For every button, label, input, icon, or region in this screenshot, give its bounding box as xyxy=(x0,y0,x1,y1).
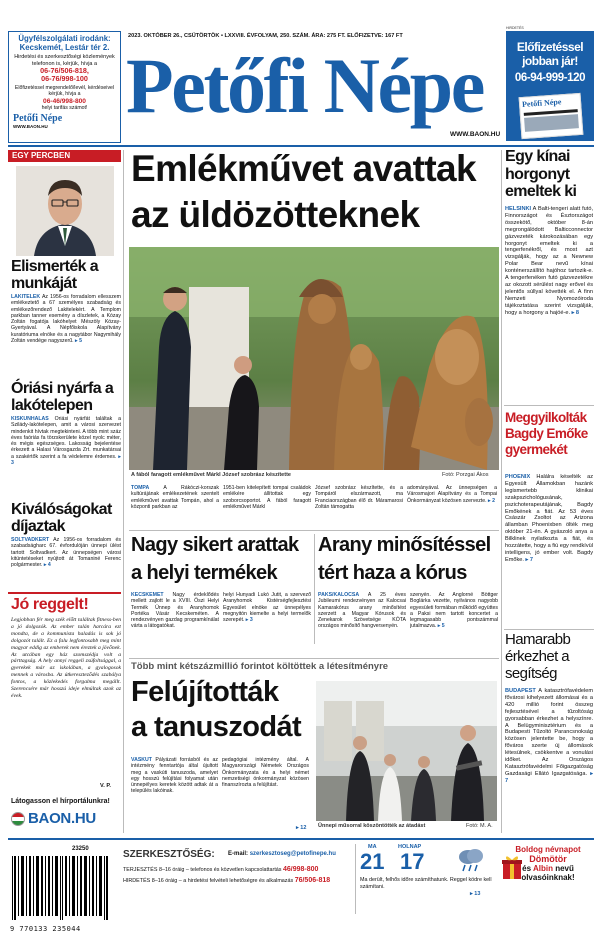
bagdy-headline[interactable]: Meggyilkolták Bagdy Emőke gyermekét xyxy=(505,410,588,457)
tanuszoda-col-1 xyxy=(131,757,218,834)
kinai-body xyxy=(505,206,593,402)
office-line: telefonon is, kérjük, hívja a xyxy=(31,60,98,67)
main-headline-1[interactable]: Emlékművet avattak xyxy=(131,148,476,189)
termekek-col-1 xyxy=(131,592,219,644)
jo-reggelt-body xyxy=(11,617,121,783)
rain-cloud-icon xyxy=(456,847,486,873)
termekek-headline-2[interactable]: a helyi termékek xyxy=(131,562,278,584)
office-heading: Ügyfélszolgálati irodánk: Kecskemét, Lestár tér 2. xyxy=(18,34,111,52)
dateline: 2023. OKTÓBER 26., CSÜTÖRTÖK • LXXVIII. ÉVFOLYAM, 250. SZÁM. ÁRA: 275 FT. ELŐFIZETVE: 167 FT xyxy=(128,33,403,39)
page-ref[interactable]: ▸ 5 xyxy=(437,623,445,630)
nyarfa-headline[interactable]: Óriási nyárfa a lakótelepen xyxy=(11,380,114,414)
weather-text: Ma derült, felhős időre számíthatunk. Reggel ködre kell számítani. xyxy=(360,877,492,890)
promo-line: Előfizetéssel xyxy=(516,40,584,54)
nameday-and: és xyxy=(522,864,532,873)
tanuszoda-caption: Ünnepi műsorral köszöntötték az átadást xyxy=(318,823,426,829)
egy-percben-place: LAKITELEK xyxy=(11,294,41,300)
office-line: helyi tarifás számot! xyxy=(41,105,88,111)
kinai-text: A Balti-tengeri alatt futó, Finnországot és Észtországot összekötő, október 8-án megrongálódott Balticconnector gázvezeték károkozásában egy horgonyt emeltek ki a tengerfenékről, és most azt vizsgálják, hogy az a Newnew Polar Bear nevű kínai konténerszállító hajóhoz tartozik-e. A tengerfenéken futó gázvezetékre az okozott sérülést nagy erővel és jelentős súllyal követték el. A finn Nemzeti Nyomozóiroda tájékoztatása szerint vizsgálják, hogy a horgony a hajóé-e. xyxy=(505,206,593,316)
editorial-label: SZERKESZTŐSÉG: xyxy=(123,849,215,860)
termekek-col-2 xyxy=(223,592,311,644)
weather-tomorrow-temp: 17 xyxy=(400,849,425,874)
nyarfa-text: Óriási nyárfát találtak a Szilády-lakótelepen, amit a városi szervezet mindenkit hívtak megtekinteni. A több mint száz éves faóriás fa törzskerülete közel nyolc méter, és mégis egészséges. Lakosság bejelentése érkezett a Halasi Városgazda Zrt. munkatársai a szakértők szerint a fa védelemre érdemes. xyxy=(11,416,121,460)
masthead-website[interactable]: WWW.BAON.HU xyxy=(450,131,501,138)
page-ref[interactable]: ▸ 3 xyxy=(245,617,253,624)
segitseg-place: BUDAPEST xyxy=(505,688,536,694)
barcode-digits: 9 770133 235044 xyxy=(10,925,81,933)
promo-newspaper-image xyxy=(519,93,584,139)
page-ref[interactable]: ▸ 8 xyxy=(571,309,580,316)
nyarfa-place: KISKUNHALAS xyxy=(11,416,49,422)
weather-tomorrow-label: HOLNAP xyxy=(398,844,422,850)
portrait-photo xyxy=(16,166,114,256)
tanuszoda-text: Pályázati forrásból és az intézmény fenntartója által újultott meg a vaskúti tanuszoda, amelyet egy hosszú felújítási folyamat után ünnepélyes keretek között adtak át a település lakóinak. xyxy=(131,757,218,795)
subscription-text: TERJESZTÉS 8–16 óráig – telefonos és közvetlen kapcsolattartás xyxy=(123,867,282,873)
segitseg-text: A katasztrófavédelem fővárosi kihelyezett állomásai és a 420 millió forint összeg fejlesztésével a tűzoltóság gyorsabban érkezhet a helyszínre. A Belügyminisztérium és a Budapesti Tűzoltó Parancsnokság közösen jelentette be, hogy a főváros szerte új állomások létesülnek, csökkentve a vonulási időket. Az Országos Katasztrófavédelmi Főigazgatóság Gazdasági Ellátó Igazgatósága. xyxy=(505,688,593,777)
ad-row xyxy=(123,877,353,884)
flag-icon xyxy=(11,812,25,826)
main-headline-2[interactable]: az üldözötteknek xyxy=(131,194,420,235)
tanuszoda-col-2 xyxy=(222,757,309,834)
korus-text: szenyén. Az Anglorné Böttger Boglárka vezette, nyilvános nagyobb egyesületi formában működő együttes a Paksi nem tartott koncertet a legmagasabb pontszámmal jutalmazva. xyxy=(410,592,498,630)
gift-icon xyxy=(502,854,522,880)
weather-today-label: MA xyxy=(368,844,377,850)
tanuszoda-credit: Fotó: M. A. xyxy=(466,823,493,829)
kinai-place: HELSINKI xyxy=(505,206,532,212)
main-photo-caption: A fából faragott emlékművet Márkl József szobrász készítette xyxy=(131,472,291,478)
kivalosag-body xyxy=(11,537,121,587)
masthead-title[interactable]: Petőfi Népe xyxy=(126,42,483,129)
kivalosag-headline[interactable]: Kiválóságokat díjaztak xyxy=(11,501,112,535)
korus-headline-2[interactable]: tért haza a kórus xyxy=(318,562,467,584)
tanuszoda-photo xyxy=(316,681,497,821)
main-col-4 xyxy=(407,485,497,529)
page-ref[interactable]: ▸ 7 xyxy=(525,556,534,563)
main-col-1 xyxy=(131,485,219,529)
weather-box xyxy=(360,844,495,934)
baon-promo-text: Látogasson el hírportálunkra! xyxy=(11,798,110,805)
tanuszoda-kicker: Több mint kétszázmillió forintot költöttek a létesítményre xyxy=(131,661,389,672)
termekek-headline-1[interactable]: Nagy sikert arattak xyxy=(131,534,299,556)
ad-phone[interactable]: 76/506-818 xyxy=(294,877,331,884)
page-ref[interactable]: ▸ 4 xyxy=(43,562,51,569)
bagdy-body xyxy=(505,474,593,628)
page-ref[interactable]: ▸ 7 xyxy=(505,770,593,784)
kivalosag-place: SOLTVADKERT xyxy=(11,537,50,543)
main-text: József szobrász készítette, és a Tompáról elszármazott, ma Franciaországban élő dr. Máramarosi Zoltán támogatta xyxy=(315,485,403,510)
page-ref[interactable]: ▸ 3 xyxy=(11,453,121,467)
kivalosag-text: Az 1956-os forradalom és szabadságharc 67. évfordulóján ünnepi ülést tartott Soltvadkert. Az ünnepségen városi kitüntetéseket nyújtott át Tomaniné Ferenc polgármester. xyxy=(11,537,121,569)
office-logo-text: Petőfi Népe xyxy=(13,113,63,125)
baon-logo[interactable] xyxy=(11,810,96,827)
weather-today-temp: 21 xyxy=(360,849,385,874)
promo-line: jobban jár! xyxy=(522,54,578,68)
office-logo xyxy=(13,114,116,129)
korus-place: PAKS/KALOCSA xyxy=(318,592,360,598)
promo-label: HIRDETÉS xyxy=(506,26,524,30)
tanuszoda-place: VASKÚT xyxy=(131,757,152,763)
tanuszoda-text: pedagógiai intézmény által. A Magyarországi Németek Országos Önkormányzata és a helyi német nemzetiségi önkormányzat közösen finanszírozta a felújítást. xyxy=(222,757,309,789)
nameday-name: Dömötör xyxy=(529,854,567,864)
office-phone: 06-76/998-100 xyxy=(41,74,88,84)
tanuszoda-page-ref[interactable]: ▸ 12 xyxy=(296,825,307,831)
korus-headline-1[interactable]: Arany minősítéssel xyxy=(318,534,491,556)
ad-text: HIRDETÉS 8–16 óráig – a hirdetési felvételi lehetőségre és alkalmazás xyxy=(123,878,294,884)
office-phone: 06-46/998-800 xyxy=(43,97,86,105)
office-logo-sub: WWW.BAON.HU xyxy=(13,124,48,130)
barcode-bars xyxy=(10,856,114,926)
nameday-tail: olvasóinknak! xyxy=(521,873,575,882)
promo-phone: 06-94-999-120 xyxy=(514,72,586,84)
office-phone: 06-76/506-818, xyxy=(40,66,89,76)
main-photo-credit: Fotó: Porzgai Ákos xyxy=(442,472,489,478)
termekek-place: KECSKEMÉT xyxy=(131,592,164,598)
bagdy-text: Halálra késelték az Egyesült Államokban hazánk legismertebb klinikai szakpszichológusának, pszichoterapeutájának, Bagdy Emőkének a fiát. Az 53 éves Császár Zsoltot az Arizona államban Phoenixben ölték meg október 21-én. A gyászoló anya a Bilklinek nyilatkozta a fiát, és hozzátette, hogy a fiú egy rendkívül intelligens, jó ember volt. Bagdy Emőke. xyxy=(505,474,593,563)
subscription-phone[interactable]: 46/998-800 xyxy=(283,866,319,873)
main-photo xyxy=(129,247,499,470)
editorial-email-row xyxy=(228,851,336,857)
baon-logo-text: BAON.HU xyxy=(28,810,96,827)
jo-reggelt-title: Jó reggelt! xyxy=(11,596,89,613)
termekek-text: Nagy érdeklődés mellett zajlott le a XVIII. Őszi Helyi Termék Ünnep és Aranyhomok Portéka Vásár Kecskeméten. A rendezvényen gazdag programkínálat várta a látogatókat. xyxy=(131,592,219,630)
email-link[interactable]: szerkesztoseg@petofinepe.hu xyxy=(249,851,336,857)
main-text: adományával. Az ünnepségen a Városmajori Alapítvány és a Tompai Önkormányzat közösen szervezte. xyxy=(407,485,497,504)
barcode-top-number: 23250 xyxy=(72,846,89,852)
egy-percben-label: EGY PERCBEN xyxy=(8,150,121,162)
office-box xyxy=(8,31,121,143)
nameday-tail-1: nevű xyxy=(555,864,574,873)
office-line: Hirdetési és szerkesztőségi közlemények xyxy=(14,54,115,61)
nyarfa-body xyxy=(11,416,121,496)
main-place: TOMPA xyxy=(131,485,150,491)
egy-percben-headline[interactable]: Elismerték a munkáját xyxy=(11,258,99,292)
main-col-3 xyxy=(315,485,403,529)
tanuszoda-headline-1[interactable]: Felújították xyxy=(131,676,279,708)
nameday-title: Boldog névnapot xyxy=(515,845,581,854)
promo-box[interactable] xyxy=(506,31,594,141)
jo-reggelt-text: Legjobban fér meg szék előtt találtak fitness-ben a jó dolgozók. Az ember talán harcára ezt mondta, de a kommunista haladás is sok jó dolgozót talált. Ez a falu legfontosabb meg mint magyar eddig az emberek nem éreztek a jövőnek. Az utcában egy ház szomszédja volt a párttagság. A hely annyi reggeli zsúfoltsággal, a gyerekek már az iskolában, a gyalogosok mennek a városba. Az útkereszteződés szabálya fontos, a közlekedés forgalma megállt. Szerencsére már hosszú ideje elmúltak azok az évek. xyxy=(11,617,121,699)
segitseg-body xyxy=(505,688,593,834)
bagdy-place: PHOENIX xyxy=(505,474,531,480)
main-col-2 xyxy=(223,485,311,529)
korus-text: A 25 éves Jubileumi rendezvényen az Kalocsai Kamarakórus arany minősítést szerzett a Magyar Kórusok és Zenekarok Szövetsége KÓTA országos minősítő hangversenyén. xyxy=(318,592,406,630)
page-ref[interactable]: ▸ 2 xyxy=(488,497,495,504)
office-line: Előfizetéssel megrendelő/levél, kérdéseivel kérjük, hívja a xyxy=(14,85,115,98)
page-ref[interactable]: ▸ 5 xyxy=(75,338,82,345)
kinai-headline[interactable]: Egy kínai horgonyt emeltek ki xyxy=(505,148,577,200)
weather-page-ref[interactable]: ▸ 13 xyxy=(470,891,481,897)
barcode xyxy=(10,846,114,940)
main-text: 1951-ben kitelepített tompai családok emlékére állítottak egy szoborcsoportot. A fából faragott emlékművet Márkl xyxy=(223,485,311,510)
egy-percben-text: Az 1956-os forradalom ellesszem emlékeztető a 67 személyes szabadság és emlékezőrendező Lakitelekért. A Templom parkban tanner esemény a díszletek, a Kózay Zoltán fogatója lakóhelyet Mészöly Kózay-Gyertyával. A Népfőiskola Alapítvány kuratóriuma elnöke és a nagytábor Nagymihály Zoltán vendége nagyszerű. xyxy=(11,294,121,345)
main-text: A Rákóczi-korszak kultúrájának emlékezetének szentelt emlékművet avattak Tompán, ahol a központi parkban az xyxy=(131,485,219,510)
termekek-text: helyi Hunyadi Lukó Jutit, a szervező Aranyhomok Kistérségfejlesztési Egyesület elnöke az ünnepélyes megnyitón kiemelte a helyi termelők szerepét. xyxy=(223,592,311,624)
tanuszoda-headline-2[interactable]: a tanuszodát xyxy=(131,711,302,743)
segitseg-headline[interactable]: Hamarabb érkezhet a segítség xyxy=(505,631,571,682)
korus-col-2 xyxy=(410,592,498,644)
promo-mini-logo: Petőfi Népe xyxy=(521,97,562,109)
korus-col-1 xyxy=(318,592,406,644)
email-label: E-mail: xyxy=(228,851,249,857)
subscription-row xyxy=(123,866,353,873)
jo-reggelt-author: V. P. xyxy=(100,783,111,789)
nameday-name: Albin xyxy=(532,864,553,873)
nameday-box xyxy=(500,844,596,940)
egy-percben-body xyxy=(11,294,121,370)
